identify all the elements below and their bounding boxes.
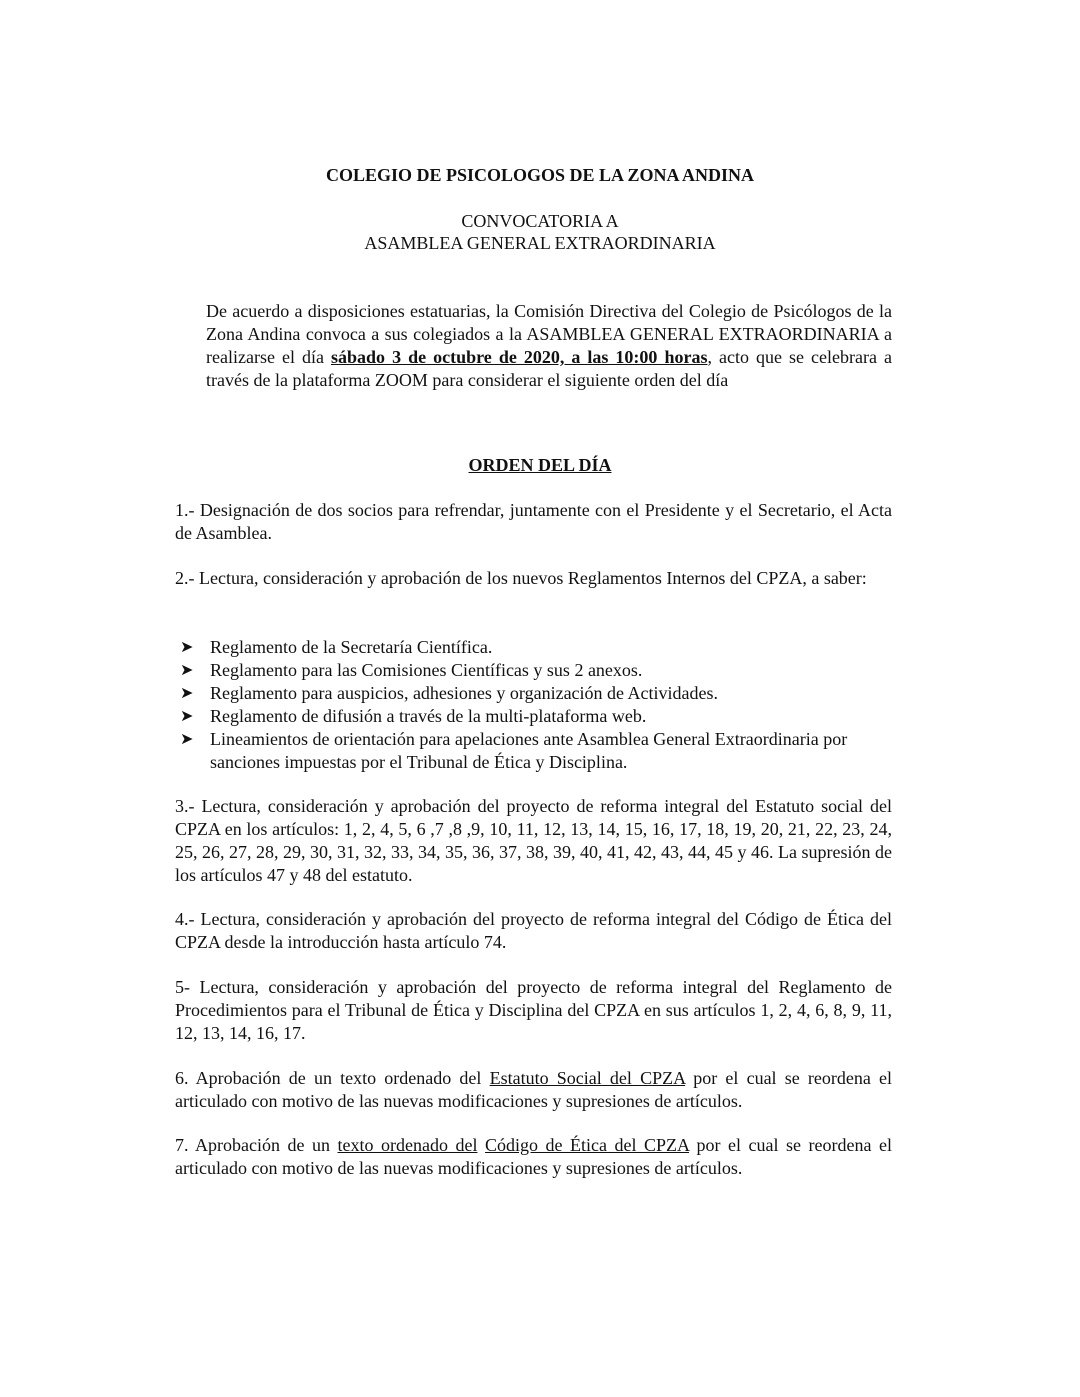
list-item: ➤ Reglamento para auspicios, adhesiones y organización de Actividades. [180, 683, 719, 703]
list-item: ➤ Reglamento de la Secretaría Científica. [180, 637, 493, 657]
meeting-date: sábado 3 de octubre de 2020, a las 10:00 horas [331, 347, 708, 367]
convocatoria-line-2: ASAMBLEA GENERAL EXTRAORDINARIA [364, 233, 716, 253]
codigo-etica-reference: Código de Ética del CPZA [485, 1135, 690, 1155]
intro-paragraph [206, 300, 892, 392]
arrow-bullet-icon: ➤ [180, 708, 194, 725]
agenda-item-2: 2.- Lectura, consideración y aprobación de los nuevos Reglamentos Internos del CPZA, a saber: [175, 568, 867, 588]
convocatoria-heading [0, 210, 1080, 254]
reglamentos-list [175, 636, 892, 774]
intro-text-after: , acto que se celebrara a través de la plataforma ZOOM para considerar el siguiente orden del día [206, 347, 892, 390]
list-item: ➤ Reglamento de difusión a través de la multi-plataforma web. [180, 706, 647, 726]
agenda-item-6: 6. Aprobación de un texto ordenado del Estatuto Social del CPZA por el cual se reordena el articulado con motivo de las nuevas modificaciones y supresiones de artículos. [175, 1068, 892, 1111]
texto-ordenado-reference: texto ordenado del [337, 1135, 478, 1155]
agenda-item-3: 3.- Lectura, consideración y aprobación del proyecto de reforma integral del Estatuto social del CPZA en los artículos: 1, 2, 4, 5, 6 ,7 ,8 ,9, 10, 11, 12, 13, 14, 15, 16, 17, 18, 19, 20, 21, 22, 23, 24, 25, 26, 27, 28, 29, 30, 31, 32, 33, 34, 35, 36, 37, 38, 39, 40, 41, 42, 43, 44, 45 y 46. La supresión de los artículos 47 y 48 del estatuto. [175, 796, 892, 885]
list-item: ➤ Reglamento para las Comisiones Científicas y sus 2 anexos. [180, 660, 643, 680]
arrow-bullet-icon: ➤ [180, 685, 194, 702]
agenda-item-5: 5- Lectura, consideración y aprobación del proyecto de reforma integral del Reglamento de Procedimientos para el Tribunal de Ética y Disciplina del CPZA en sus artículos 1, 2, 4, 6, 8, 9, 11, 12, 13, 14, 16, 17. [175, 977, 892, 1043]
agenda-item-7: 7. Aprobación de un texto ordenado del Código de Ética del CPZA por el cual se reordena el articulado con motivo de las nuevas modificaciones y supresiones de artículos. [175, 1135, 893, 1178]
estatuto-social-reference: Estatuto Social del CPZA [489, 1068, 686, 1088]
convocatoria-line-1: CONVOCATORIA A [461, 211, 619, 231]
agenda-item-1: 1.- Designación de dos socios para refrendar, juntamente con el Presidente y el Secretario, el Acta de Asamblea. [175, 500, 892, 543]
arrow-bullet-icon: ➤ [180, 662, 194, 679]
org-title: COLEGIO DE PSICOLOGOS DE LA ZONA ANDINA [325, 165, 755, 185]
arrow-bullet-icon: ➤ [180, 639, 194, 656]
list-item: ➤ Lineamientos de orientación para apelaciones ante Asamblea General Extraordinaria por sanciones impuestas por el Tribunal de Ética y Disciplina. [180, 729, 848, 772]
agenda-item-4: 4.- Lectura, consideración y aprobación del proyecto de reforma integral del Código de Ética del CPZA desde la introducción hasta artículo 74. [175, 909, 892, 952]
arrow-bullet-icon: ➤ [180, 731, 194, 748]
orden-del-dia-title: ORDEN DEL DÍA [468, 455, 612, 475]
intro-text-before: De acuerdo a disposiciones estatuarias, la Comisión Directiva del Colegio de Psicólogos de la Zona Andina convoca a sus colegiados a la ASAMBLEA GENERAL EXTRAORDINARIA a realizarse el día [206, 301, 892, 367]
